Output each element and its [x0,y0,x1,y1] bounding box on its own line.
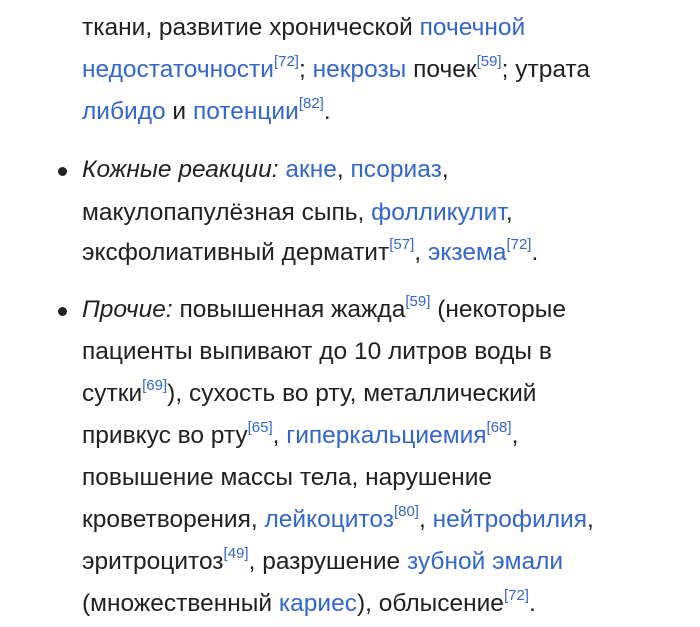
reference-link[interactable]: [72] [503,586,529,604]
text: эритроцитоз [82,548,224,575]
text-line [82,376,537,409]
reference[interactable] [274,53,299,70]
text: ; [298,56,313,83]
link-acne[interactable]: акне [285,156,337,183]
text-line [82,235,539,268]
text: почек [406,56,477,83]
reference[interactable] [299,95,324,112]
list-bullet [58,307,67,316]
text-line [82,544,564,577]
link-insufficiency[interactable]: недостаточности [82,56,274,83]
reference-link[interactable]: [57] [389,235,415,253]
list-item-category: Кожные реакции: [82,156,279,183]
reference-link[interactable]: [59] [476,52,502,70]
reference-link[interactable]: [65] [247,418,273,436]
text: . [528,590,536,617]
text: ; утрата [501,56,590,83]
text-line [82,52,590,85]
text-line [82,13,525,43]
text-line [82,586,536,619]
text: . [531,239,539,266]
reference[interactable] [224,545,249,562]
text: , [511,422,519,449]
text-line [82,94,331,127]
text-line [82,292,567,325]
link-kidney[interactable]: почечной [419,14,526,41]
text: , [441,156,449,183]
text: повышенная жажда [172,296,406,323]
link-potency[interactable]: потенции [192,98,299,125]
text: и [165,98,193,125]
link-hypercalcemia[interactable]: гиперкальциемия [286,422,487,449]
text: привкус во рту [82,422,248,449]
text: , [418,506,433,533]
text: (некоторые [430,296,567,323]
text: сутки [82,380,143,407]
reference[interactable] [487,419,512,436]
link-eczema[interactable]: экзема [427,239,507,266]
link-libido[interactable]: либидо [82,98,166,125]
text: повышение массы тела, нарушение [82,464,493,491]
link-neutrophilia[interactable]: нейтрофилия [432,506,588,533]
text: , [587,506,594,533]
text: . [323,98,331,125]
text: , [336,156,351,183]
text-line [82,418,519,451]
reference-link[interactable]: [80] [393,502,419,520]
reference-link[interactable]: [59] [405,292,431,310]
text: , [414,239,428,266]
text: макулопапулёзная сыпь, [82,199,372,226]
text: ткани, развитие хронической [82,14,420,41]
reference[interactable] [142,377,167,394]
text-line [82,337,552,367]
text: эксфолиативный дерматит [82,239,390,266]
link-folliculitis[interactable]: фолликулит [371,199,506,226]
list-item-category: Прочие: [82,296,173,323]
reference[interactable] [477,53,502,70]
text-line [82,198,513,228]
link-leukocytosis[interactable]: лейкоцитоз [264,506,394,533]
link-caries[interactable]: кариес [278,590,357,617]
text: , [505,199,513,226]
reference[interactable] [394,503,419,520]
link-psoriasis[interactable]: псориаз [350,156,442,183]
text: ), сухость во рту, металлический [167,380,537,407]
text: ), облысение [356,590,504,617]
text-line [82,502,594,535]
reference-link[interactable]: [69] [142,376,168,394]
reference-link[interactable]: [72] [273,52,299,70]
reference-link[interactable]: [68] [486,418,512,436]
text: , [272,422,287,449]
text: пациенты выпивают до 10 литров воды в [82,338,552,365]
reference[interactable] [389,236,414,253]
reference-link[interactable]: [82] [298,94,324,112]
text-line [82,155,449,185]
link-tooth-enamel[interactable]: зубной эмали [406,548,564,575]
text: , разрушение [248,548,407,575]
reference-link[interactable]: [72] [506,235,532,253]
reference[interactable] [506,236,531,253]
reference[interactable] [248,419,273,436]
reference[interactable] [405,293,430,310]
text: (множественный [82,590,279,617]
link-necrosis[interactable]: некрозы [312,56,407,83]
list-bullet [58,167,67,176]
text-line [82,463,492,493]
text: кроветворения, [82,506,265,533]
reference-link[interactable]: [49] [223,544,249,562]
reference[interactable] [504,587,529,604]
